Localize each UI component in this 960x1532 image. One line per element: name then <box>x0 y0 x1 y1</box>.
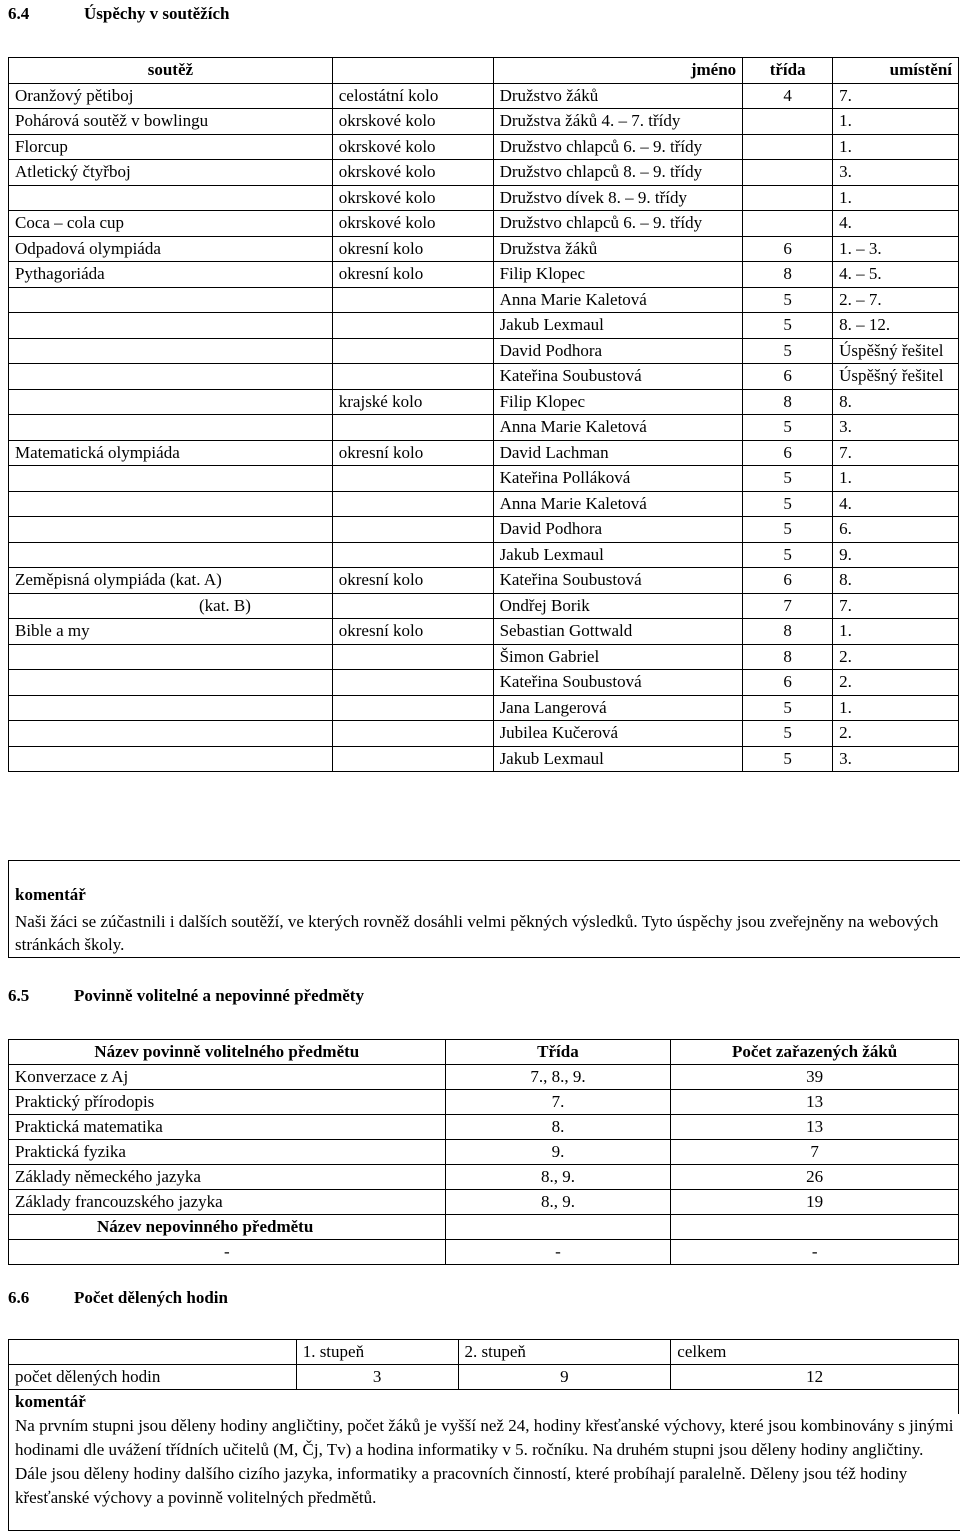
class-cell: 8., 9. <box>445 1165 671 1190</box>
place-cell: 3. <box>833 415 959 441</box>
competition-cell: Oranžový pětiboj <box>9 83 333 109</box>
level-cell <box>332 644 493 670</box>
class-cell: 4 <box>743 83 833 109</box>
place-cell: 4. – 5. <box>833 262 959 288</box>
competition-cell <box>9 185 333 211</box>
level-cell <box>332 746 493 772</box>
table-row <box>9 236 959 262</box>
name-cell: Jakub Lexmaul <box>493 542 743 568</box>
empty-cell <box>445 1215 671 1240</box>
competition-cell: Zeměpisná olympiáda (kat. A) <box>9 568 333 594</box>
header-count: Počet zařazených žáků <box>671 1040 959 1065</box>
class-cell: 6 <box>743 236 833 262</box>
level-cell: okresní kolo <box>332 568 493 594</box>
table-header-row <box>9 58 959 84</box>
place-cell: Úspěšný řešitel <box>833 338 959 364</box>
competition-cell <box>9 466 333 492</box>
name-cell: Ondřej Borik <box>493 593 743 619</box>
level-cell <box>332 517 493 543</box>
section-number: 6.4 <box>8 4 30 23</box>
table-row <box>9 542 959 568</box>
row-label: počet dělených hodin <box>9 1365 297 1390</box>
class-cell: 7., 8., 9. <box>445 1065 671 1090</box>
comment-text: Na prvním stupni jsou děleny hodiny angličtiny, počet žáků je vyšší než 24, hodiny křesťanské výchovy, které jsou kombinovány s jinými hodinami dle uvážení třídních učitelů (M, Čj, Tv) a hodina informatiky v 5. ročníku. Na druhém stupni jsou děleny hodiny angličtiny. Dále jsou děleny hodiny dalšího cizího jazyka, informatiky a pracovních činností, které probíhají paralelně. Děleny jsou též hodiny křesťanské výchovy a povinně volitelných předmětů. <box>15 1416 954 1507</box>
comment-text: Naši žáci se zúčastnili i dalších soutěží, ve kterých rovněž dosáhli velmi pěkných výsledků. Tyto úspěchy jsou zveřejněny na webových stránkách školy. <box>15 912 939 954</box>
table-row <box>9 262 959 288</box>
class-cell: 5 <box>743 517 833 543</box>
class-cell: 5 <box>743 491 833 517</box>
section-number: 6.5 <box>8 986 30 1005</box>
table-row <box>9 1190 959 1215</box>
table-row <box>9 211 959 237</box>
class-cell: 5 <box>743 721 833 747</box>
elective-subjects-table <box>8 1039 959 1265</box>
header-total: celkem <box>671 1340 959 1365</box>
header-place: umístění <box>833 58 959 84</box>
section-title: Úspěchy v soutěžích <box>84 4 230 23</box>
competition-cell <box>9 644 333 670</box>
comment-label: komentář <box>9 1390 959 1415</box>
name-cell: Kateřina Soubustová <box>493 670 743 696</box>
class-cell: - <box>445 1240 671 1265</box>
name-cell: Družstvo chlapců 6. – 9. třídy <box>493 211 743 237</box>
level-cell: okrskové kolo <box>332 160 493 186</box>
header-class: třída <box>743 58 833 84</box>
table-row <box>9 644 959 670</box>
subject-cell: Praktická fyzika <box>9 1140 446 1165</box>
table-header-row <box>9 1040 959 1065</box>
subject-cell: Praktický přírodopis <box>9 1090 446 1115</box>
class-cell: 8 <box>743 619 833 645</box>
level-cell <box>332 364 493 390</box>
class-cell <box>743 160 833 186</box>
header-competition: soutěž <box>9 58 333 84</box>
table-row <box>9 1090 959 1115</box>
competition-cell <box>9 670 333 696</box>
table-row <box>9 746 959 772</box>
class-cell: 8 <box>743 644 833 670</box>
level-cell <box>332 415 493 441</box>
table-row <box>9 491 959 517</box>
header-first-stage: 1. stupeň <box>296 1340 458 1365</box>
section-heading-6-6 <box>8 1288 228 1308</box>
table-row <box>9 1165 959 1190</box>
first-stage-value: 3 <box>296 1365 458 1390</box>
table-row <box>9 287 959 313</box>
competition-cell <box>9 389 333 415</box>
name-cell: Anna Marie Kaletová <box>493 491 743 517</box>
level-cell: krajské kolo <box>332 389 493 415</box>
table-row <box>9 109 959 135</box>
table-row <box>9 185 959 211</box>
class-cell: 7. <box>445 1090 671 1115</box>
name-cell: Kateřina Soubustová <box>493 568 743 594</box>
count-cell: 7 <box>671 1140 959 1165</box>
name-cell: Filip Klopec <box>493 389 743 415</box>
place-cell: 8. – 12. <box>833 313 959 339</box>
place-cell: 1. <box>833 134 959 160</box>
place-cell: 9. <box>833 542 959 568</box>
table-row <box>9 721 959 747</box>
place-cell: 2. <box>833 721 959 747</box>
place-cell: 3. <box>833 160 959 186</box>
table-row <box>9 415 959 441</box>
level-cell <box>332 695 493 721</box>
class-cell <box>743 109 833 135</box>
class-cell: 5 <box>743 695 833 721</box>
section-title: Povinně volitelné a nepovinné předměty <box>74 986 364 1005</box>
name-cell: Jakub Lexmaul <box>493 746 743 772</box>
table-row <box>9 568 959 594</box>
competition-cell: Atletický čtyřboj <box>9 160 333 186</box>
competition-cell: Odpadová olympiáda <box>9 236 333 262</box>
count-cell: 39 <box>671 1065 959 1090</box>
level-cell: okresní kolo <box>332 262 493 288</box>
name-cell: Družstvo dívek 8. – 9. třídy <box>493 185 743 211</box>
table-row <box>9 364 959 390</box>
level-cell: celostátní kolo <box>332 83 493 109</box>
optional-header-row <box>9 1215 959 1240</box>
header-subject: Název povinně volitelného předmětu <box>9 1040 446 1065</box>
competition-cell: Bible a my <box>9 619 333 645</box>
header-second-stage: 2. stupeň <box>458 1340 671 1365</box>
place-cell: 3. <box>833 746 959 772</box>
table-row <box>9 517 959 543</box>
name-cell: Družstvo chlapců 6. – 9. třídy <box>493 134 743 160</box>
name-cell: Anna Marie Kaletová <box>493 415 743 441</box>
name-cell: Družstva žáků <box>493 236 743 262</box>
class-cell: 8 <box>743 262 833 288</box>
empty-cell <box>9 1340 297 1365</box>
table-row <box>9 389 959 415</box>
class-cell: 7 <box>743 593 833 619</box>
place-cell: 1. <box>833 619 959 645</box>
table-row <box>9 338 959 364</box>
name-cell: David Podhora <box>493 338 743 364</box>
level-cell: okrskové kolo <box>332 134 493 160</box>
level-cell <box>332 338 493 364</box>
divided-hours-comment-box <box>8 1412 960 1531</box>
level-cell <box>332 542 493 568</box>
level-cell <box>332 313 493 339</box>
class-cell: 8. <box>445 1115 671 1140</box>
section-number: 6.6 <box>8 1288 30 1307</box>
name-cell: Kateřina Soubustová <box>493 364 743 390</box>
level-cell: okresní kolo <box>332 440 493 466</box>
second-stage-value: 9 <box>458 1365 671 1390</box>
competitions-table <box>8 57 959 772</box>
count-cell: 26 <box>671 1165 959 1190</box>
competitions-comment-box <box>8 860 960 958</box>
competition-cell <box>9 542 333 568</box>
competition-cell <box>9 338 333 364</box>
table-row <box>9 1115 959 1140</box>
competition-cell: Pohárová soutěž v bowlingu <box>9 109 333 135</box>
place-cell: 1. <box>833 109 959 135</box>
level-cell <box>332 670 493 696</box>
level-cell <box>332 287 493 313</box>
table-row <box>9 160 959 186</box>
subject-cell: - <box>9 1240 446 1265</box>
competition-cell <box>9 746 333 772</box>
class-cell: 6 <box>743 364 833 390</box>
total-value: 12 <box>671 1365 959 1390</box>
place-cell: 4. <box>833 211 959 237</box>
level-cell: okrskové kolo <box>332 185 493 211</box>
table-row <box>9 593 959 619</box>
name-cell: Jubilea Kučerová <box>493 721 743 747</box>
place-cell: 7. <box>833 440 959 466</box>
class-cell: 9. <box>445 1140 671 1165</box>
name-cell: David Podhora <box>493 517 743 543</box>
class-cell: 5 <box>743 313 833 339</box>
class-cell <box>743 134 833 160</box>
level-cell: okrskové kolo <box>332 109 493 135</box>
optional-subject-header: Název nepovinného předmětu <box>9 1215 446 1240</box>
name-cell: Družstva žáků 4. – 7. třídy <box>493 109 743 135</box>
table-row <box>9 1365 959 1390</box>
class-cell <box>743 211 833 237</box>
class-cell: 8., 9. <box>445 1190 671 1215</box>
section-heading-6-4 <box>8 4 229 24</box>
table-row <box>9 619 959 645</box>
subject-cell: Praktická matematika <box>9 1115 446 1140</box>
competition-cell <box>9 721 333 747</box>
place-cell: 1. <box>833 185 959 211</box>
header-level <box>332 58 493 84</box>
class-cell: 5 <box>743 746 833 772</box>
name-cell: David Lachman <box>493 440 743 466</box>
name-cell: Jana Langerová <box>493 695 743 721</box>
class-cell: 6 <box>743 670 833 696</box>
class-cell: 5 <box>743 415 833 441</box>
level-cell <box>332 466 493 492</box>
class-cell <box>743 185 833 211</box>
competition-cell <box>9 517 333 543</box>
count-cell: - <box>671 1240 959 1265</box>
empty-cell <box>671 1215 959 1240</box>
class-cell: 6 <box>743 440 833 466</box>
name-cell: Kateřina Polláková <box>493 466 743 492</box>
name-cell: Anna Marie Kaletová <box>493 287 743 313</box>
level-cell <box>332 593 493 619</box>
subject-cell: Konverzace z Aj <box>9 1065 446 1090</box>
name-cell: Družstvo žáků <box>493 83 743 109</box>
class-cell: 5 <box>743 338 833 364</box>
comment-label-row <box>9 1390 959 1415</box>
competition-cell <box>9 313 333 339</box>
divided-hours-table <box>8 1339 959 1414</box>
place-cell: 1. – 3. <box>833 236 959 262</box>
header-class: Třída <box>445 1040 671 1065</box>
class-cell: 5 <box>743 542 833 568</box>
count-cell: 13 <box>671 1090 959 1115</box>
table-row <box>9 1065 959 1090</box>
place-cell: 6. <box>833 517 959 543</box>
place-cell: 2. <box>833 670 959 696</box>
competition-cell: Coca – cola cup <box>9 211 333 237</box>
place-cell: 7. <box>833 593 959 619</box>
name-cell: Šimon Gabriel <box>493 644 743 670</box>
place-cell: 8. <box>833 389 959 415</box>
competition-cell <box>9 695 333 721</box>
class-cell: 6 <box>743 568 833 594</box>
level-cell <box>332 721 493 747</box>
competition-cell: (kat. B) <box>9 593 333 619</box>
level-cell: okrskové kolo <box>332 211 493 237</box>
table-row <box>9 670 959 696</box>
name-cell: Sebastian Gottwald <box>493 619 743 645</box>
name-cell: Filip Klopec <box>493 262 743 288</box>
competition-cell <box>9 415 333 441</box>
section-title: Počet dělených hodin <box>74 1288 228 1307</box>
competition-cell: Matematická olympiáda <box>9 440 333 466</box>
subject-cell: Základy německého jazyka <box>9 1165 446 1190</box>
place-cell: 1. <box>833 466 959 492</box>
competition-cell: Pythagoriáda <box>9 262 333 288</box>
name-cell: Jakub Lexmaul <box>493 313 743 339</box>
level-cell <box>332 491 493 517</box>
table-row <box>9 313 959 339</box>
table-row <box>9 134 959 160</box>
place-cell: 7. <box>833 83 959 109</box>
place-cell: 2. – 7. <box>833 287 959 313</box>
section-heading-6-5 <box>8 986 364 1006</box>
place-cell: 4. <box>833 491 959 517</box>
class-cell: 8 <box>743 389 833 415</box>
class-cell: 5 <box>743 287 833 313</box>
competition-cell <box>9 287 333 313</box>
level-cell: okresní kolo <box>332 236 493 262</box>
comment-label: komentář <box>15 885 86 904</box>
place-cell: 1. <box>833 695 959 721</box>
place-cell: 2. <box>833 644 959 670</box>
class-cell: 5 <box>743 466 833 492</box>
competition-cell <box>9 364 333 390</box>
competition-cell <box>9 491 333 517</box>
table-row <box>9 83 959 109</box>
name-cell: Družstvo chlapců 8. – 9. třídy <box>493 160 743 186</box>
place-cell: Úspěšný řešitel <box>833 364 959 390</box>
level-cell: okresní kolo <box>332 619 493 645</box>
header-name: jméno <box>493 58 743 84</box>
table-row <box>9 440 959 466</box>
count-cell: 19 <box>671 1190 959 1215</box>
subject-cell: Základy francouzského jazyka <box>9 1190 446 1215</box>
table-header-row <box>9 1340 959 1365</box>
place-cell: 8. <box>833 568 959 594</box>
competition-cell: Florcup <box>9 134 333 160</box>
count-cell: 13 <box>671 1115 959 1140</box>
table-row <box>9 1140 959 1165</box>
table-row <box>9 1240 959 1265</box>
table-row <box>9 695 959 721</box>
table-row <box>9 466 959 492</box>
